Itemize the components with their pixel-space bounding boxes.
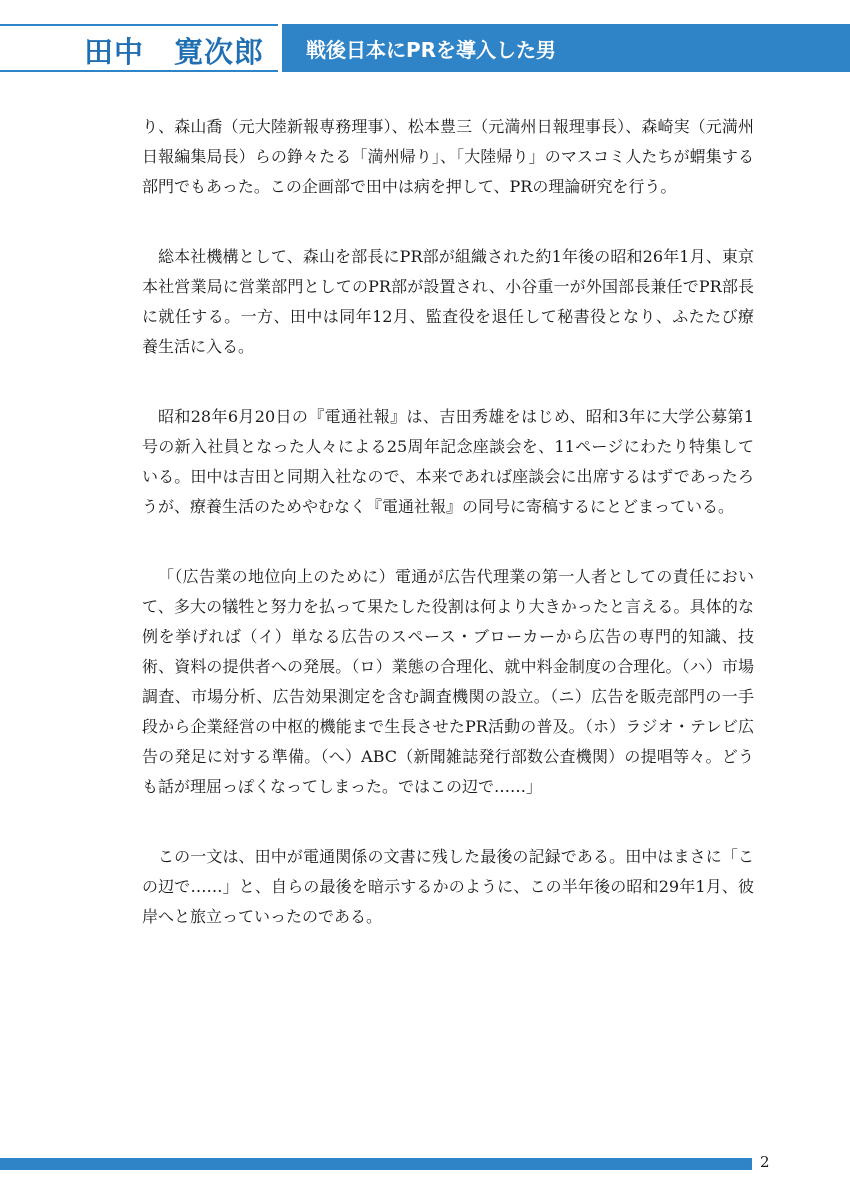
document-title: 戦後日本にPRを導入した男 [306,38,557,62]
title-banner [282,24,850,72]
page-header [0,24,850,72]
author-name-box [0,24,278,72]
paragraph-3: 昭和28年6月20日の『電通社報』は、吉田秀雄をはじめ、昭和3年に大学公募第1号の新入社員となった人々による25周年記念座談会を、11ページにわたり特集している。田中は吉田と同期入社なので、本来であれば座談会に出席するはずであったろうが、療養生活のためやむなく『電通社報』の同号に寄稿するにとどまっている。 [142,407,754,516]
paragraph-2: 総本社機構として、森山を部長にPR部が組織された約1年後の昭和26年1月、東京本社営業局に営業部門としてのPR部が設置され、小谷重一が外国部長兼任でPR部長に就任する。一方、田中は同年12月、監査役を退任して秘書役となり、ふたたび療養生活に入る。 [142,247,754,356]
paragraph-5: この一文は、田中が電通関係の文書に残した最後の記録である。田中はまさに「この辺で……」と、自らの最後を暗示するかのように、この半年後の昭和29年1月、彼岸へと旅立っていったのである。 [142,847,754,926]
quote-paragraph: 「（広告業の地位向上のために）電通が広告代理業の第一人者としての責任において、多大の犠牲と努力を払って果たした役割は何より大きかったと言える。具体的な例を挙げれば（イ）単なる広告のスペース・ブローカーから広告の専門的知識、技術、資料の提供者への発展。（ロ）業態の合理化、就中料金制度の合理化。（ハ）市場調査、市場分析、広告効果測定を含む調査機関の設立。（ニ）広告を販売部門の一手段から企業経営の中枢的機能まで生長させたPR活動の普及。（ホ）ラジオ・テレビ広告の発足に対する準備。（へ）ABC（新聞雑誌発行部数公査機関）の提唱等々。どうも話が理屈っぽくなってしまった。ではこの辺で……」 [142,567,754,796]
body-text [142,112,754,972]
paragraph-1: り、森山喬（元大陸新報専務理事）、松本豊三（元満州日報理事長）、森崎実（元満州日報編集局長）らの錚々たる「満州帰り」、「大陸帰り」のマスコミ人たちが蝟集する部門でもあった。この企画部で田中は病を押して、PRの理論研究を行う。 [142,117,754,196]
page-number: 2 [760,1153,770,1171]
footer-bar [0,1158,752,1170]
author-name: 田中 寛次郎 [84,35,265,69]
